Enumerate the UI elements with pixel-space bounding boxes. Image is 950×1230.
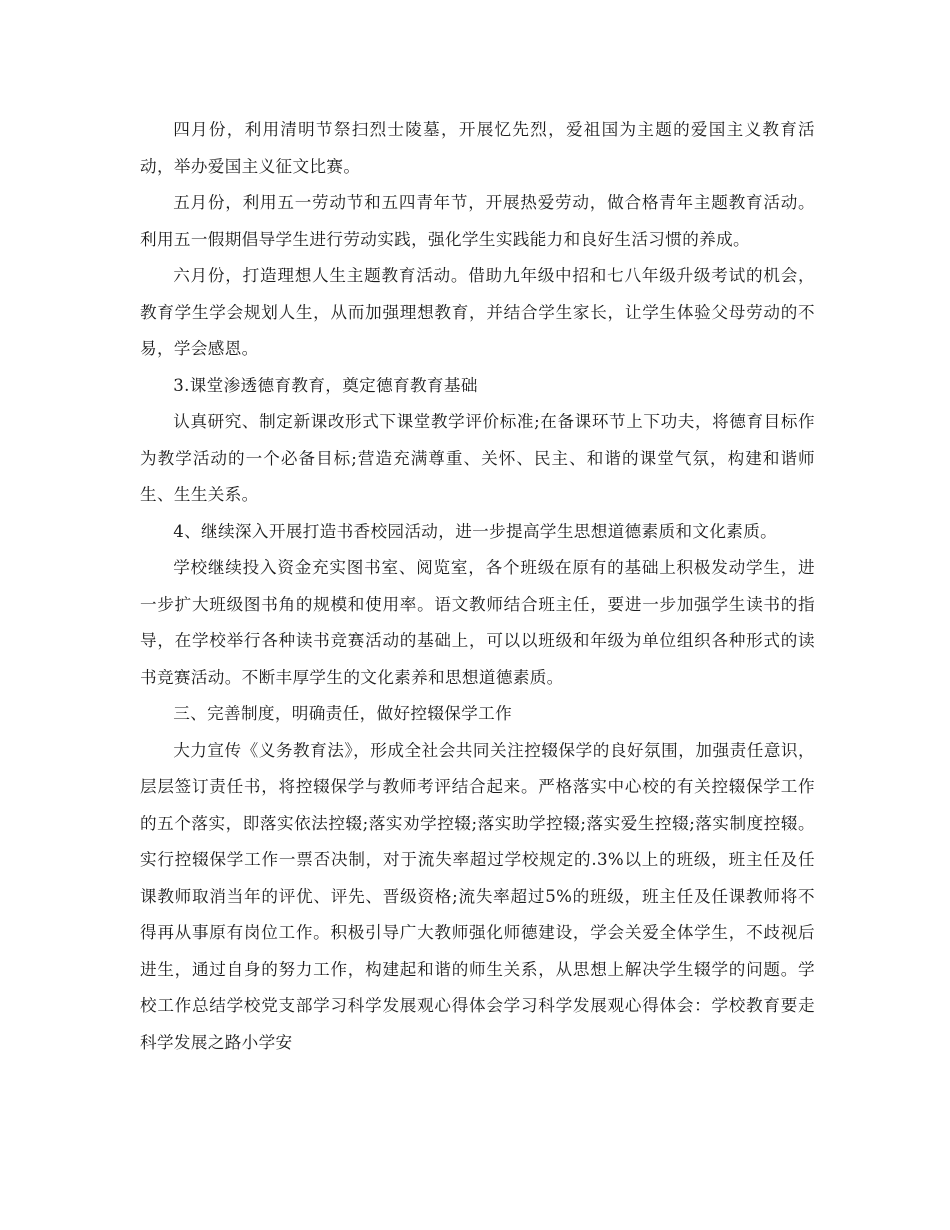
paragraph-may: 五月份，利用五一劳动节和五四青年节，开展热爱劳动，做合格青年主题教育活动。利用五一假期倡导学生进行劳动实践，强化学生实践能力和良好生活习惯的养成。 bbox=[140, 193, 815, 249]
document-body bbox=[140, 112, 815, 1061]
heading-classroom-moral-education: 3.课堂渗透德育教育，奠定德育教育基础 bbox=[173, 375, 478, 395]
paragraph-classroom-standards: 认真研究、制定新课改形式下课堂教学评价标准;在备课环节上下功夫，将德育目标作为教学活动的一个必备目标;营造充满尊重、关怀、民主、和谐的课堂气氛，构建和谐师生、生生关系。 bbox=[140, 412, 815, 504]
heading-dropout-control: 三、完善制度，明确责任，做好控辍保学工作 bbox=[173, 704, 513, 723]
paragraph-library-investment: 学校继续投入资金充实图书室、阅览室，各个班级在原有的基础上积极发动学生，进一步扩大班级图书角的规模和使用率。语文教师结合班主任，要进一步加强学生读书的指导，在学校举行各种读书竞赛活动的基础上，可以以班级和年级为单位组织各种形式的读书竞赛活动。不断丰厚学生的文化素养和思想道德素质。 bbox=[140, 558, 815, 687]
paragraph-april: 四月份，利用清明节祭扫烈士陵墓，开展忆先烈，爱祖国为主题的爱国主义教育活动，举办爱国主义征文比赛。 bbox=[140, 120, 815, 176]
heading-reading-campus: 4、继续深入开展打造书香校园活动，进一步提高学生思想道德素质和文化素质。 bbox=[173, 521, 778, 541]
paragraph-compulsory-education-law: 大力宣传《义务教育法》，形成全社会共同关注控辍保学的良好氛围，加强责任意识，层层签订责任书，将控辍保学与教师考评结合起来。严格落实中心校的有关控辍保学工作的五个落实，即落实依法控辍;落实劝学控辍;落实助学控辍;落实爱生控辍;落实制度控辍。实行控辍保学工作一票否决制，对于流失率超过学校规定的.3%以上的班级，班主任及任课教师取消当年的评优、评先、晋级资格;流失率超过5%的班级，班主任及任课教师将不得再从事原有岗位工作。积极引导广大教师强化师德建设，学会关爱全体学生，不歧视后进生，通过自身的努力工作，构建起和谐的师生关系，从思想上解决学生辍学的问题。学校工作总结学校党支部学习科学发展观心得体会学习科学发展观心得体会：学校教育要走科学发展之路小学安 bbox=[140, 740, 815, 1052]
paragraph-june: 六月份，打造理想人生主题教育活动。借助九年级中招和七八年级升级考试的机会，教育学生学会规划人生，从而加强理想教育，并结合学生家长，让学生体验父母劳动的不易，学会感恩。 bbox=[140, 266, 815, 358]
